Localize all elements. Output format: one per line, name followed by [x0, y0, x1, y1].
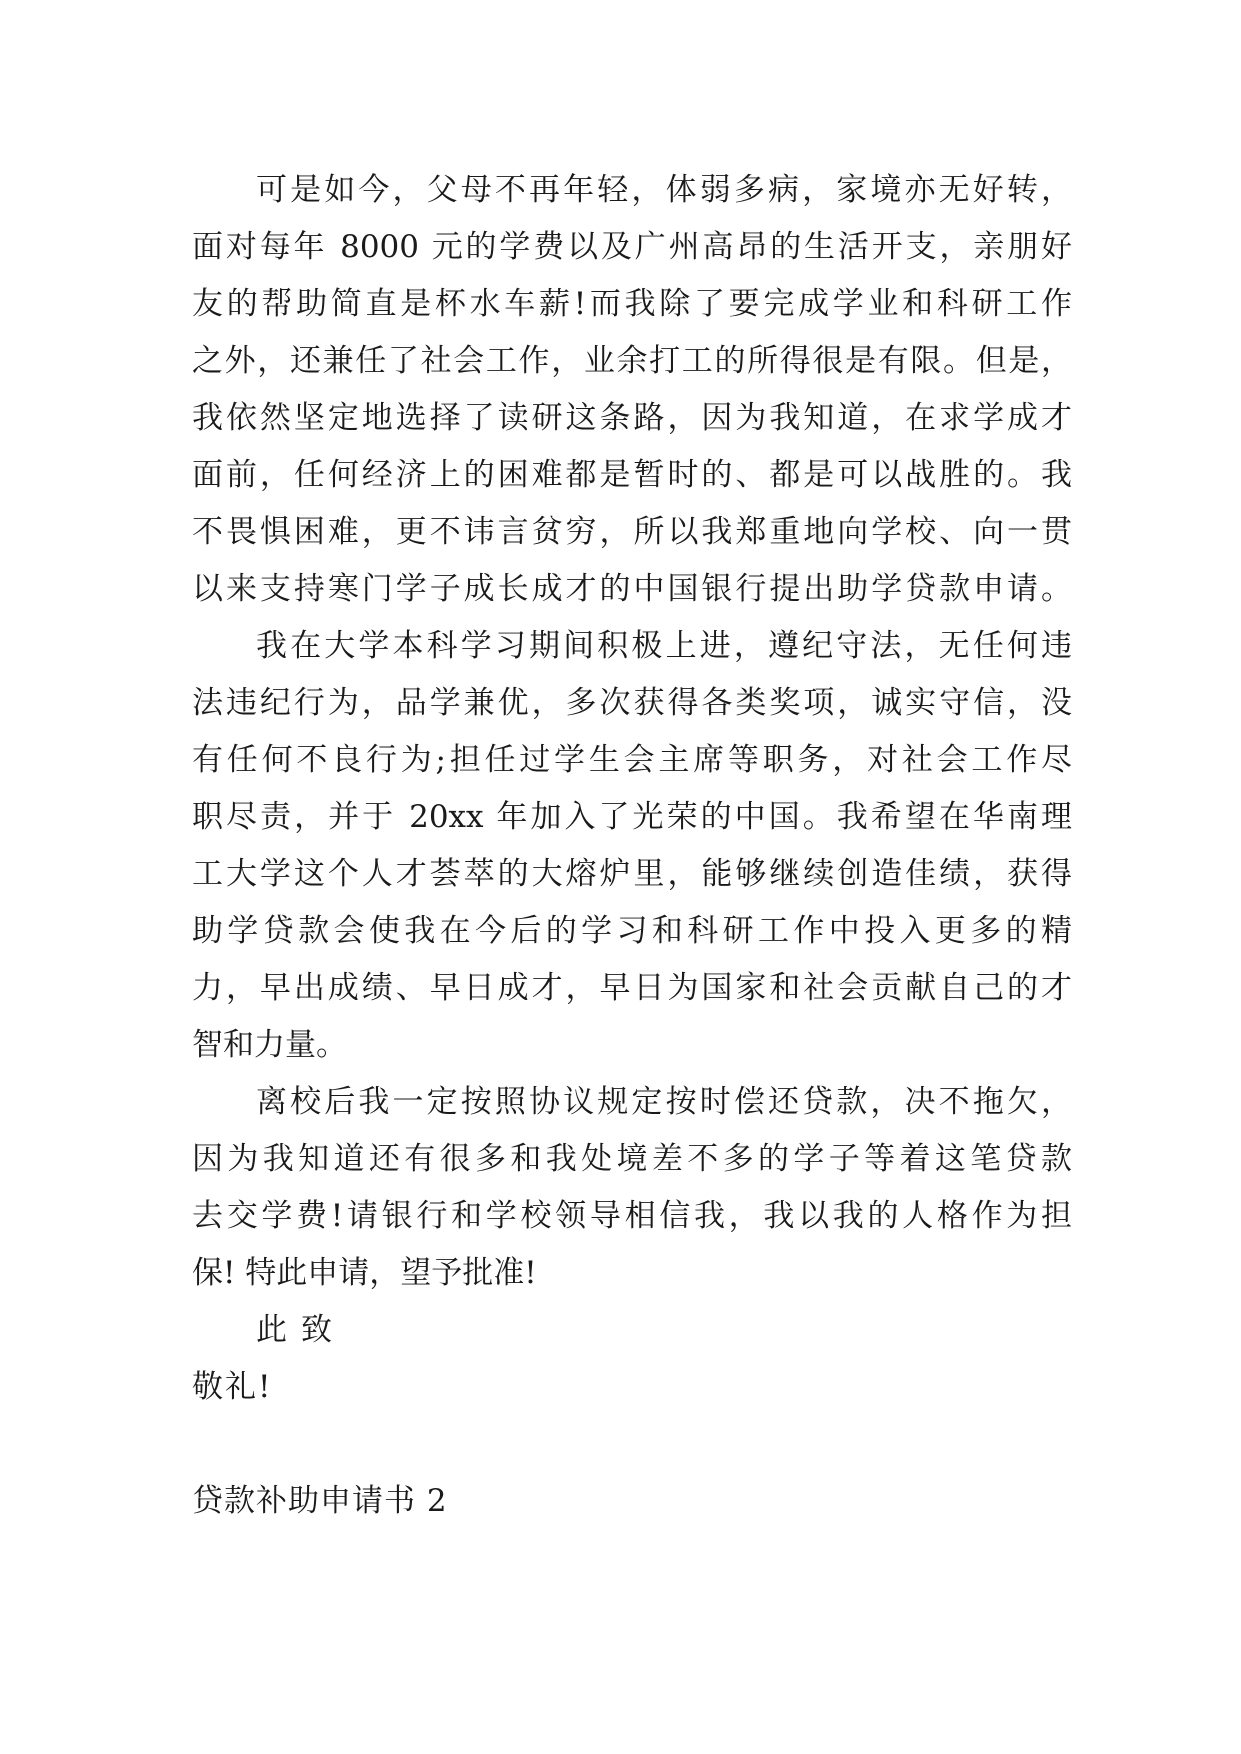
text-line: 以来支持寒门学子成长成才的中国银行提出助学贷款申请。	[192, 571, 1072, 607]
paragraph-3	[192, 1074, 1072, 1302]
text-line: 去交学费!请银行和学校领导相信我，我以我的人格作为担	[192, 1198, 1072, 1234]
text-line: 面前，任何经济上的困难都是暂时的、都是可以战胜的。我	[192, 457, 1072, 493]
text-line: 力，早出成绩、早日成才，早日为国家和社会贡献自己的才	[192, 970, 1072, 1006]
paragraph-1	[192, 162, 1072, 618]
closing-phrase: 此致	[256, 1312, 346, 1348]
text-line: 友的帮助简直是杯水车薪!而我除了要完成学业和科研工作	[192, 286, 1072, 322]
text-line: 职尽责，并于 20xx 年加入了光荣的中国。我希望在华南理	[192, 799, 1072, 835]
text-line: 我在大学本科学习期间积极上进，遵纪守法，无任何违	[256, 628, 1072, 664]
text-line: 法违纪行为，品学兼优，多次获得各类奖项，诚实守信，没	[192, 685, 1072, 721]
text-line: 可是如今，父母不再年轻，体弱多病，家境亦无好转，	[256, 172, 1072, 208]
text-line: 我依然坚定地选择了读研这条路，因为我知道，在求学成才	[192, 400, 1072, 436]
text-line: 助学贷款会使我在今后的学习和科研工作中投入更多的精	[192, 913, 1072, 949]
paragraph-2	[192, 618, 1072, 1074]
text-line: 不畏惧困难，更不讳言贫穷，所以我郑重地向学校、向一贯	[192, 514, 1072, 550]
text-line: 因为我知道还有很多和我处境差不多的学子等着这笔贷款	[192, 1141, 1072, 1177]
text-line: 智和力量。	[192, 1027, 347, 1063]
text-line: 工大学这个人才荟萃的大熔炉里，能够继续创造佳绩，获得	[192, 856, 1072, 892]
text-line: 离校后我一定按照协议规定按时偿还贷款，决不拖欠，	[256, 1084, 1072, 1120]
salutation: 敬礼!	[192, 1369, 273, 1405]
document-body	[192, 162, 1072, 1530]
text-line: 之外，还兼任了社会工作，业余打工的所得很是有限。但是，	[192, 343, 1072, 379]
text-line: 有任何不良行为;担任过学生会主席等职务，对社会工作尽	[192, 742, 1072, 778]
text-line: 保! 特此申请，望予批准!	[192, 1255, 537, 1291]
text-line: 面对每年 8000 元的学费以及广州高昂的生活开支，亲朋好	[192, 229, 1072, 265]
section-heading: 贷款补助申请书 2	[192, 1483, 448, 1519]
